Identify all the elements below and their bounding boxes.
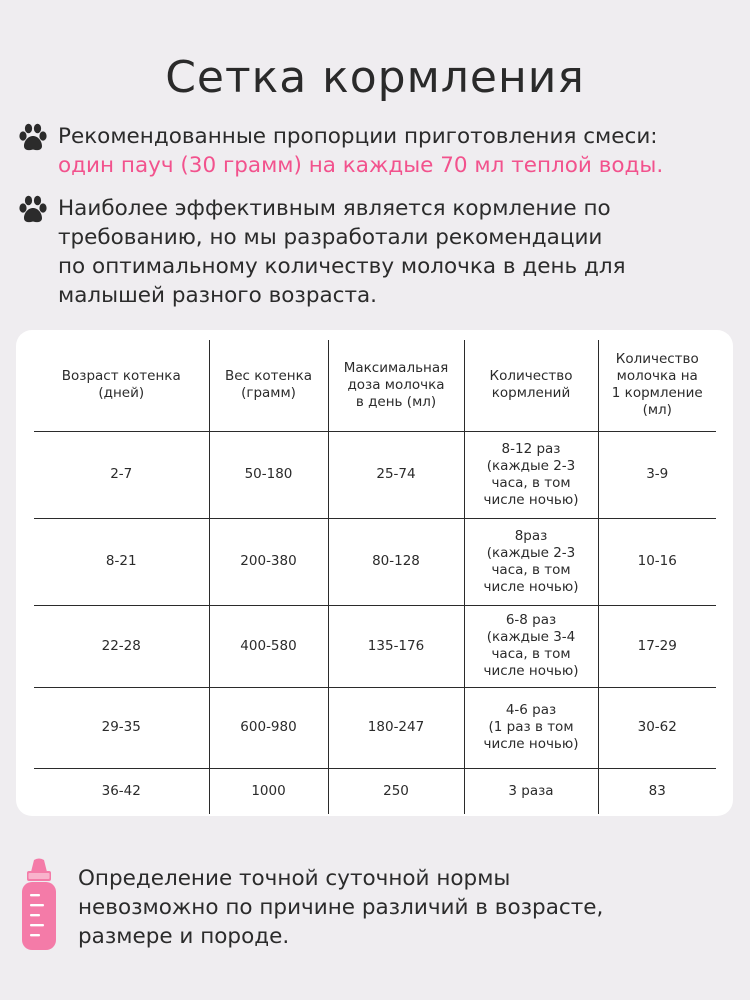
cell-line: часа, в том xyxy=(491,646,571,662)
header-line: Количество xyxy=(615,351,699,368)
cell-per-feeding: 30-62 xyxy=(598,687,716,768)
table-row xyxy=(34,605,716,687)
cell-feedings xyxy=(464,768,598,814)
proportion-note xyxy=(16,122,736,180)
header-line: Вес котенка xyxy=(224,368,313,385)
header-weight xyxy=(209,340,328,431)
cell-age: 2-7 xyxy=(34,431,209,518)
header-max-daily-dose xyxy=(328,340,464,431)
cell-feedings xyxy=(464,431,598,518)
cell-line: числе ночью) xyxy=(483,491,579,508)
cell-age: 8-21 xyxy=(34,518,209,605)
cell-weight: 400-580 xyxy=(209,605,328,687)
cell-line: (каждые 2-3 xyxy=(486,457,576,474)
paw-icon xyxy=(16,193,50,227)
cell-dose: 135-176 xyxy=(328,605,464,687)
feeding-table-card xyxy=(16,330,733,816)
note-line: требованию, но мы разработали рекомендации xyxy=(58,225,603,250)
cell-age: 36-42 xyxy=(34,768,209,814)
cell-line: числе ночью) xyxy=(483,578,579,595)
header-line: Количество xyxy=(489,368,573,385)
cell-feedings xyxy=(464,687,598,768)
cell-line: 6-8 раз xyxy=(505,612,557,628)
paw-icon xyxy=(16,121,50,155)
header-line: доза молочка xyxy=(347,376,445,393)
table-header-row xyxy=(34,340,716,431)
cell-dose: 250 xyxy=(328,768,464,814)
header-line: Максимальная xyxy=(343,359,449,376)
feeding-on-demand-note xyxy=(16,194,736,310)
cell-dose: 80-128 xyxy=(328,518,464,605)
header-line: (грамм) xyxy=(241,385,296,402)
table-row xyxy=(34,431,716,518)
baby-bottle-icon xyxy=(16,858,62,954)
page-title: Сетка кормления xyxy=(165,52,585,103)
table-row xyxy=(34,687,716,768)
cell-line: 8раз xyxy=(514,527,548,544)
cell-feedings xyxy=(464,605,598,687)
note-line: Наиболее эффективным является кормление по xyxy=(58,196,611,221)
feeding-table xyxy=(34,340,716,814)
header-per-feeding xyxy=(598,340,716,431)
cell-feedings xyxy=(464,518,598,605)
proportion-note-text xyxy=(58,122,663,180)
cell-age: 29-35 xyxy=(34,687,209,768)
cell-weight: 50-180 xyxy=(209,431,328,518)
cell-per-feeding: 17-29 xyxy=(598,605,716,687)
cell-line: (каждые 3-4 xyxy=(486,629,576,645)
header-line: (дней) xyxy=(98,385,145,402)
header-line: (мл) xyxy=(642,402,672,419)
cell-line: 4-6 раз xyxy=(505,702,557,718)
cell-per-feeding: 10-16 xyxy=(598,518,716,605)
feeding-on-demand-text xyxy=(58,194,626,310)
cell-line: (каждые 2-3 xyxy=(486,544,576,561)
header-line: 1 кормление xyxy=(611,385,703,402)
cell-line: числе ночью) xyxy=(483,663,579,679)
disclaimer-line: невозможно по причине различий в возрасте, xyxy=(78,895,604,920)
header-line: в день (мл) xyxy=(355,393,437,410)
header-feedings-count xyxy=(464,340,598,431)
cell-weight: 600-980 xyxy=(209,687,328,768)
proportion-note-line2: один пауч (30 грамм) на каждые 70 мл теплой воды. xyxy=(58,153,664,178)
cell-weight: 200-380 xyxy=(209,518,328,605)
cell-per-feeding: 83 xyxy=(598,768,716,814)
cell-line: 3 раза xyxy=(508,782,554,799)
header-line: кормлений xyxy=(491,385,571,402)
note-line: малышей разного возраста. xyxy=(58,283,378,308)
disclaimer-line: Определение точной суточной нормы xyxy=(78,866,511,891)
disclaimer-line: размере и породе. xyxy=(78,924,290,949)
cell-dose: 180-247 xyxy=(328,687,464,768)
header-line: молочка на xyxy=(616,368,698,385)
cell-per-feeding: 3-9 xyxy=(598,431,716,518)
cell-line: 8-12 раз xyxy=(501,440,561,457)
cell-age: 22-28 xyxy=(34,605,209,687)
cell-line: числе ночью) xyxy=(483,736,579,752)
disclaimer-text xyxy=(78,864,603,951)
header-line: Возраст котенка xyxy=(61,368,181,385)
cell-line: (1 раз в том xyxy=(488,719,574,735)
cell-line: часа, в том xyxy=(491,474,571,491)
cell-dose: 25-74 xyxy=(328,431,464,518)
note-line: по оптимальному количеству молочка в день для xyxy=(58,254,626,279)
table-row xyxy=(34,768,716,814)
proportion-note-line1: Рекомендованные пропорции приготовления смеси: xyxy=(58,124,658,149)
cell-weight: 1000 xyxy=(209,768,328,814)
cell-line: часа, в том xyxy=(491,561,571,578)
header-age xyxy=(34,340,209,431)
table-row xyxy=(34,518,716,605)
daily-norm-disclaimer xyxy=(16,858,736,954)
